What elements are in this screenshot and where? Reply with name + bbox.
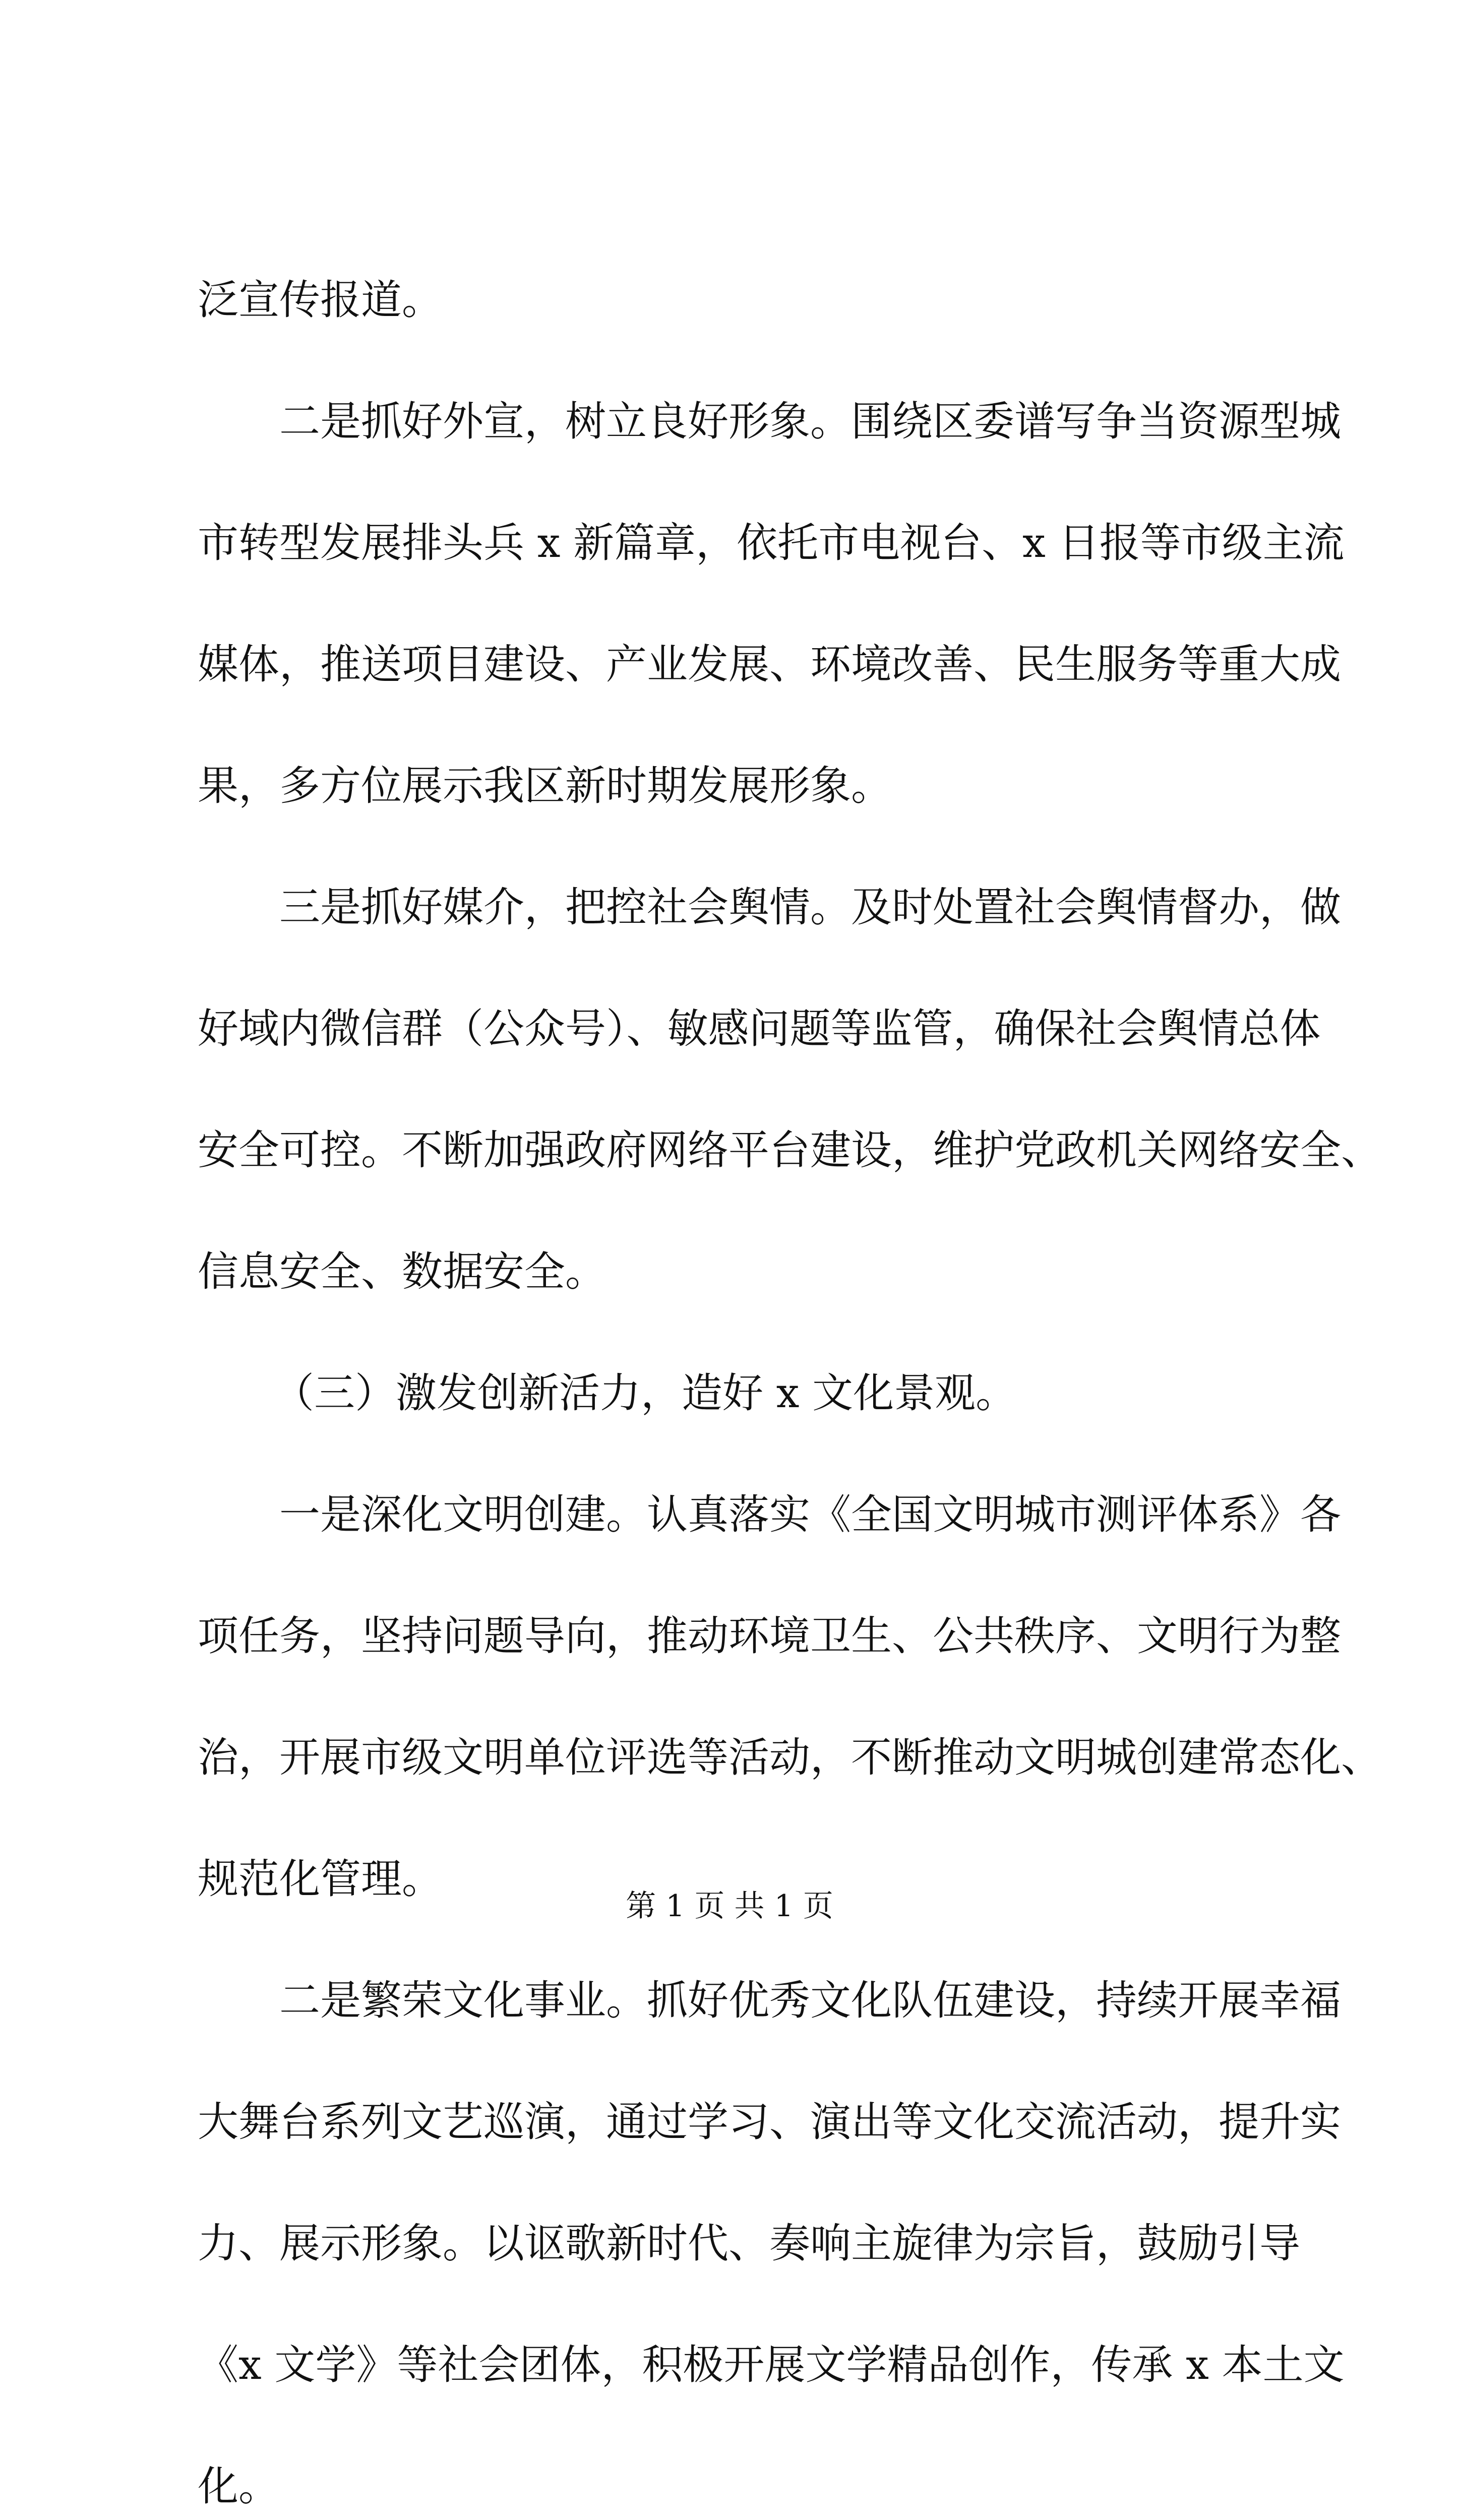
text-line: 项任务，坚持问题导向，推动环境卫生、公共秩序、文明行为整 bbox=[198, 1613, 1342, 1660]
text-line: 力、展示形象。以讴歌新时代、奏响主旋律为宗旨，鼓励引导 bbox=[198, 2220, 1301, 2267]
text-line: 二是繁荣文化事业。抓好优秀文化队伍建设，持续开展幸福 bbox=[279, 1977, 1342, 2025]
text-line: 果，多方位展示我区新时期发展形象。 bbox=[198, 763, 892, 810]
text-line: 好域内微信群（公众号）、敏感问题等监管，确保社会舆情总体 bbox=[198, 1005, 1321, 1053]
section-heading: （三）激发创新活力，造好 x 文化景观。 bbox=[273, 1370, 1017, 1417]
text-line: 大舞台系列文艺巡演，通过学习、演出等文化交流活动，提升实 bbox=[198, 2099, 1342, 2146]
text-line: 市转型发展排头兵 x 新篇章，依托市电视台、x 日报等市级主流 bbox=[198, 520, 1345, 567]
text-line: 治，开展市级文明单位评选等活动，不断推动文明城创建常态化、 bbox=[198, 1734, 1382, 1782]
text-line: 泛宣传报道。 bbox=[198, 277, 443, 324]
text-line: 化。 bbox=[198, 2463, 280, 2510]
document-body bbox=[198, 240, 1382, 2520]
page-footer: 第 1 页 共 1 页 bbox=[626, 1888, 833, 1924]
text-line: 《x 文学》等社会团体，积极开展文学精品创作，传承 x 本土文 bbox=[198, 2342, 1345, 2389]
text-line: 一是深化文明创建。认真落实《全国文明城市测评体系》各 bbox=[279, 1491, 1342, 1539]
text-line: 信息安全、数据安全。 bbox=[198, 1248, 606, 1296]
text-line: 安全可控。不断加强政府网络平台建设，维护党政机关网络安全、 bbox=[198, 1127, 1382, 1174]
text-line: 二是抓好外宣，树立良好形象。围绕区委谱写争当资源型城 bbox=[279, 398, 1342, 446]
text-line: 规范化管理。 bbox=[198, 1856, 443, 1903]
text-line: 媒体，推送项目建设、产业发展、环境改善、民生服务等重大成 bbox=[198, 641, 1342, 688]
text-line: 三是抓好媒介，把控社会舆情。及时处置社会舆情督办，做 bbox=[279, 884, 1342, 931]
